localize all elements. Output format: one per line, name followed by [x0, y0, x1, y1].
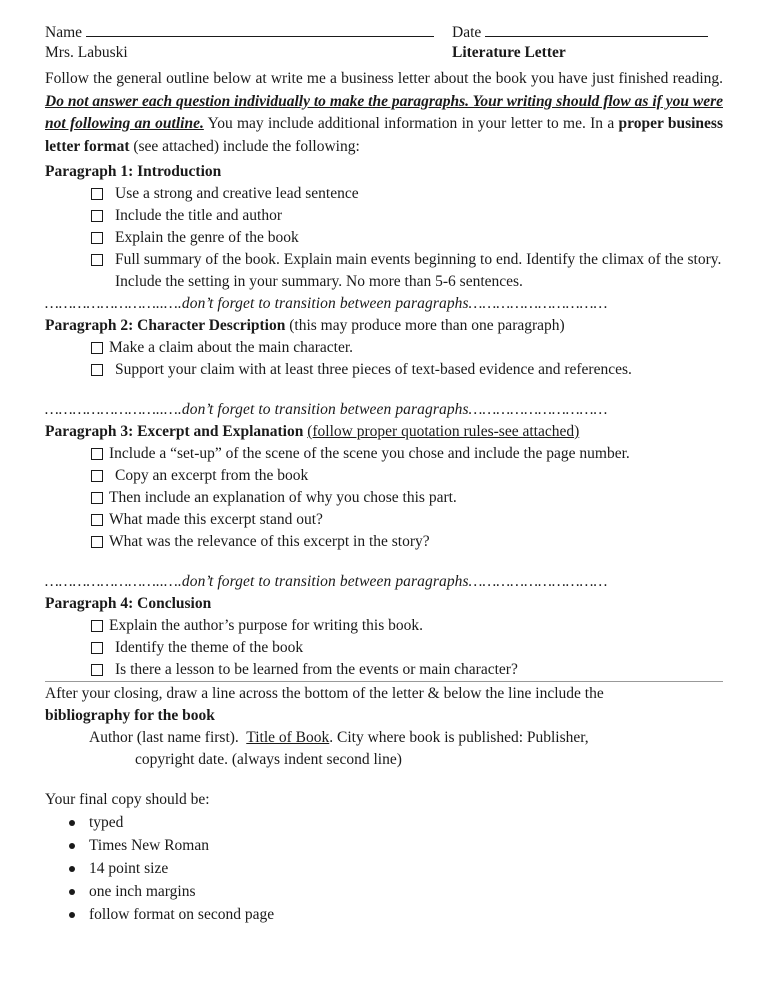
list-text: one inch margins — [89, 883, 196, 900]
name-field[interactable] — [45, 22, 434, 44]
closing-line-1: After your closing, draw a line across the bottom of the letter & below the line include the — [45, 685, 604, 702]
checklist-text: What was the relevance of this excerpt in the story? — [109, 533, 430, 550]
name-blank[interactable] — [86, 22, 434, 37]
bullet-icon — [69, 889, 75, 895]
transition-reminder: ……………………..….don’t forget to transition between paragraphs………………………… — [45, 573, 608, 590]
paragraph-3-note: (follow proper quotation rules-see attached) — [307, 423, 580, 440]
paragraph-3-heading — [45, 421, 723, 443]
worksheet-page — [45, 22, 723, 926]
paragraph-4-heading: Paragraph 4: Conclusion — [45, 595, 212, 612]
bibliography-line-2: copyright date. (always indent second line) — [135, 751, 402, 768]
checkbox-icon[interactable] — [91, 364, 103, 376]
bibliography-line-1 — [89, 727, 723, 749]
checklist-item — [91, 615, 723, 637]
intro-paragraph — [45, 68, 723, 158]
checkbox-icon[interactable] — [91, 536, 103, 548]
checklist-item — [91, 205, 723, 227]
checklist-item — [91, 659, 723, 681]
checkbox-icon[interactable] — [91, 620, 103, 632]
intro-bold: proper business letter format — [45, 115, 723, 155]
transition-reminder: ……………………..….don’t forget to transition between paragraphs………………………… — [45, 295, 608, 312]
checklist-item — [91, 227, 723, 249]
checkbox-icon[interactable] — [91, 664, 103, 676]
name-label: Name — [45, 24, 83, 41]
checklist-item — [91, 359, 723, 381]
date-field[interactable] — [452, 22, 708, 44]
bib-title: Title of Book — [246, 729, 330, 746]
checklist-text: Explain the author’s purpose for writing this book. — [109, 617, 423, 634]
paragraph-2-checklist — [45, 337, 723, 381]
header-row-2 — [45, 42, 723, 62]
paragraph-1-checklist — [45, 183, 723, 293]
checklist-item — [91, 531, 723, 553]
checkbox-icon[interactable] — [91, 642, 103, 654]
checklist-item — [91, 249, 723, 293]
bib-publisher: . City where book is published: Publisher, — [329, 729, 589, 746]
checklist-item — [91, 337, 723, 359]
list-text: follow format on second page — [89, 906, 275, 923]
list-item — [67, 880, 723, 903]
document-title: Literature Letter — [452, 44, 566, 61]
paragraph-2-note: (this may produce more than one paragraph) — [289, 317, 565, 334]
spacer — [45, 381, 723, 399]
checklist-text: Then include an explanation of why you chose this part. — [109, 489, 457, 506]
transition-reminder: ……………………..….don’t forget to transition between paragraphs………………………… — [45, 401, 608, 418]
bullet-icon — [69, 866, 75, 872]
teacher-name: Mrs. Labuski — [45, 44, 128, 61]
checklist-text: Use a strong and creative lead sentence — [115, 185, 359, 202]
paragraph-1-heading: Paragraph 1: Introduction — [45, 163, 222, 180]
checklist-text: Support your claim with at least three pieces of text-based evidence and references. — [115, 361, 632, 378]
checkbox-icon[interactable] — [91, 514, 103, 526]
checklist-text: Is there a lesson to be learned from the events or main character? — [115, 661, 518, 678]
spacer — [45, 553, 723, 571]
date-label: Date — [452, 24, 482, 41]
checkbox-icon[interactable] — [91, 254, 103, 266]
paragraph-2-title: Paragraph 2: Character Description — [45, 317, 286, 334]
header-row-1 — [45, 22, 723, 42]
paragraph-4-checklist — [45, 615, 723, 681]
list-item — [67, 857, 723, 880]
date-blank[interactable] — [485, 22, 708, 37]
list-text: 14 point size — [89, 860, 169, 877]
checkbox-icon[interactable] — [91, 232, 103, 244]
closing-line-2: bibliography for the book — [45, 707, 215, 724]
intro-text-1: Follow the general outline below at write me a business letter about the book you have just finished reading. — [45, 70, 723, 87]
checkbox-icon[interactable] — [91, 188, 103, 200]
checkbox-icon[interactable] — [91, 470, 103, 482]
paragraph-2-heading — [45, 315, 723, 337]
checklist-item — [91, 443, 723, 465]
closing-instructions — [45, 681, 723, 727]
intro-text-3: (see attached) include the following: — [133, 137, 360, 155]
checklist-item — [91, 637, 723, 659]
bibliography-format — [45, 727, 723, 771]
list-text: typed — [89, 814, 124, 831]
checklist-item — [91, 509, 723, 531]
list-item — [67, 811, 723, 834]
checklist-text: What made this excerpt stand out? — [109, 511, 323, 528]
intro-emphasis: Do not answer each question individually to make the paragraphs. Your writing should flow as if you were not following an outline. — [45, 92, 723, 132]
bullet-icon — [69, 843, 75, 849]
checklist-text: Full summary of the book. Explain main events beginning to end. Identify the climax of the story. Include the setting in your summary. No more than 5-6 sentences. — [115, 251, 722, 290]
paragraph-3-title: Paragraph 3: Excerpt and Explanation — [45, 423, 304, 440]
checklist-text: Explain the genre of the book — [115, 229, 299, 246]
final-copy-label: Your final copy should be: — [45, 791, 210, 808]
list-item — [67, 903, 723, 926]
paragraph-3-checklist — [45, 443, 723, 553]
checkbox-icon[interactable] — [91, 448, 103, 460]
checkbox-icon[interactable] — [91, 210, 103, 222]
list-text: Times New Roman — [89, 837, 209, 854]
checkbox-icon[interactable] — [91, 342, 103, 354]
checklist-text: Copy an excerpt from the book — [115, 467, 309, 484]
checklist-text: Include a “set-up” of the scene of the scene you chose and include the page number. — [109, 445, 630, 462]
list-item — [67, 834, 723, 857]
bib-author: Author (last name first). — [89, 729, 239, 746]
intro-text-2: You may include additional information in your letter to me. In a — [207, 115, 615, 132]
checklist-item — [91, 183, 723, 205]
checklist-text: Include the title and author — [115, 207, 282, 224]
checklist-text: Identify the theme of the book — [115, 639, 304, 656]
checklist-item — [91, 487, 723, 509]
checklist-item — [91, 465, 723, 487]
checkbox-icon[interactable] — [91, 492, 103, 504]
final-copy-list — [45, 811, 723, 926]
bullet-icon — [69, 820, 75, 826]
checklist-text: Make a claim about the main character. — [109, 339, 354, 356]
bullet-icon — [69, 912, 75, 918]
